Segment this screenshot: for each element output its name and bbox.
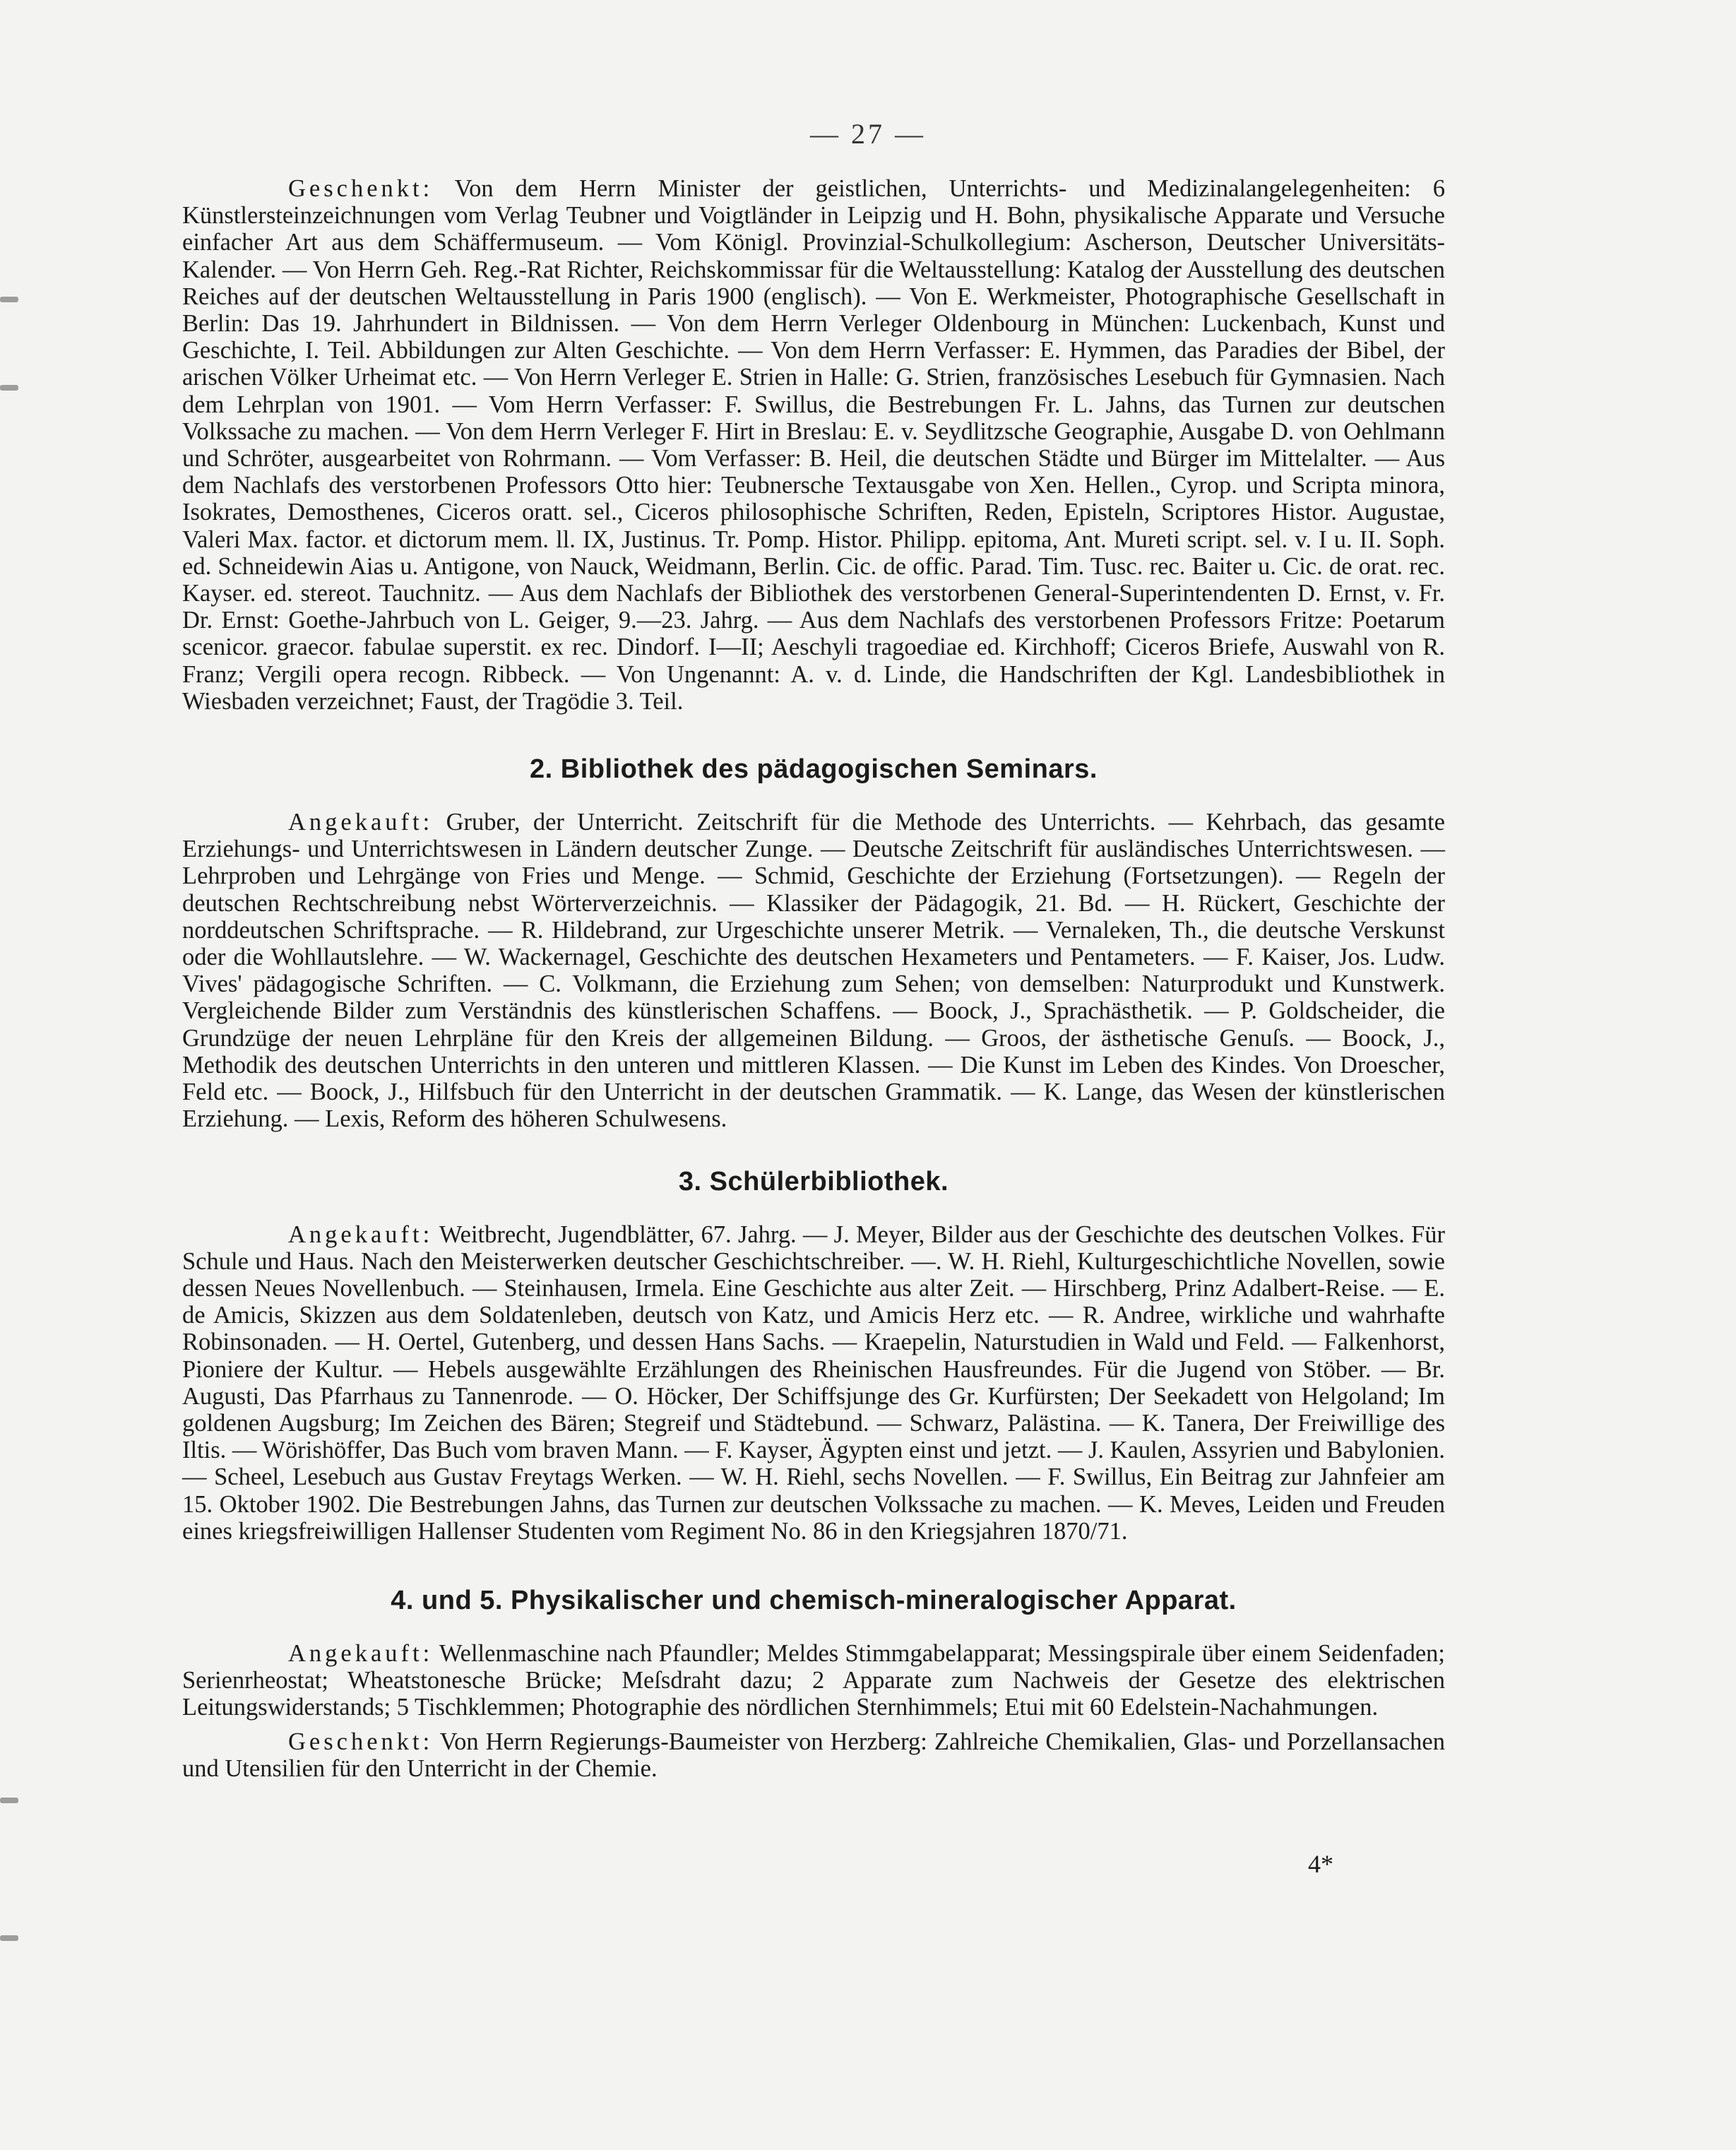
physik-text-donated: Von Herrn Regierungs-Baumeister von Herzberg: Zahlreiche Chemikalien, Glas- und Porzellansachen und Utensilien für den Unterricht in der Chemie. <box>182 1728 1445 1782</box>
page-body <box>182 175 1445 1782</box>
physik-text-purchased: Wellenmaschine nach Pfaundler; Meldes Stimmgabelapparat; Messingspirale über einem Seidenfaden; Serienrheostat; Wheatstonesche Brücke; Meſsdraht dazu; 2 Apparate zum Nachweis der Gesetze des elektrischen Leitungswiderstands; 5 Tischklemmen; Photographie des nördlichen Sternhimmels; Etui mit 60 Edelstein-Nachahmungen. <box>182 1639 1445 1721</box>
binding-mark <box>0 1798 18 1803</box>
intro-label: Geschenkt: <box>288 175 434 202</box>
sheet-signature: 4* <box>1308 1850 1333 1878</box>
schueler-label: Angekauft: <box>288 1220 434 1248</box>
intro-text: Von dem Herrn Minister der geistlichen, Unterrichts- und Medizinalangelegenheiten: 6 Künstlersteinzeichnungen vom Verlag Teubner und Voigtländer in Leipzig und H. Bohn, physikalische Apparate und Versuche einfacher Art aus dem Schäffermuseum. — Vom Königl. Provinzial-Schulkollegium: Ascherson, Deutscher Universitäts-Kalender. — Von Herrn Geh. Reg.-Rat Richter, Reichskommissar für die Weltausstellung: Katalog der Ausstellung des deutschen Reiches auf der deutschen Weltausstellung in Paris 1900 (englisch). — Von E. Werkmeister, Photographische Gesellschaft in Berlin: Das 19. Jahrhundert in Bildnissen. — Von dem Herrn Verleger Oldenbourg in München: Luckenbach, Kunst und Geschichte, I. Teil. Abbildungen zur Alten Geschichte. — Von dem Herrn Verfasser: E. Hymmen, das Paradies der Bibel, der arischen Völker Urheimat etc. — Von Herrn Verleger E. Strien in Halle: G. Strien, französisches Lesebuch für Gymnasien. Nach dem Lehrplan von 1901. — Vom Herrn Verfasser: F. Swillus, die Bestrebungen Fr. L. Jahns, das Turnen zur deutschen Volkssache zu machen. — Von dem Herrn Verleger F. Hirt in Breslau: E. v. Seydlitzsche Geographie, Ausgabe D. von Oehlmann und Schröter, ausgearbeitet von Rohrmann. — Vom Verfasser: B. Heil, die deutschen Städte und Bürger im Mittelalter. — Aus dem Nachlafs des verstorbenen Professors Otto hier: Teubnersche Textausgabe von Xen. Hellen., Cyrop. und Scripta minora, Isokrates, Demosthenes, Ciceros oratt. sel., Ciceros philosophische Schriften, Reden, Episteln, Scriptores Histor. Augustae, Valeri Max. factor. et dictorum mem. ll. IX, Justinus. Tr. Pomp. Histor. Philipp. epitoma, Ant. Mureti script. sel. v. I u. II. Soph. ed. Schneidewin Aias u. Antigone, von Nauck, Weidmann, Berlin. Cic. de offic. Parad. Tim. Tusc. rec. Baiter u. Cic. de orat. rec. Kayser. ed. stereot. Tauchnitz. — Aus dem Nachlafs der Bibliothek des verstorbenen General-Superintendenten D. Ernst, v. Fr. Dr. Ernst: Goethe-Jahrbuch von L. Geiger, 9.—23. Jahrg. — Aus dem Nachlafs des verstorbenen Professors Fritze: Poetarum scenicor. graecor. fabulae superstit. ex rec. Dindorf. I—II; Aeschyli tragoediae ed. Kirchhoff; Ciceros Briefe, Auswahl von R. Franz; Vergili opera recogn. Ribbeck. — Von Ungenannt: A. v. d. Linde, die Handschriften der Kgl. Landesbibliothek in Wiesbaden verzeichnet; Faust, der Tragödie 3. Teil. <box>182 175 1445 715</box>
paragraph-gap <box>182 1721 1445 1728</box>
physik-paragraph-donated <box>182 1728 1445 1782</box>
page-number: — 27 — <box>810 118 926 150</box>
schueler-heading: 3. Schülerbibliothek. <box>678 1166 949 1196</box>
physik-label-donated: Geschenkt: <box>288 1728 434 1755</box>
intro-paragraph <box>182 175 1445 715</box>
binding-mark <box>0 385 18 391</box>
seminar-paragraph <box>182 809 1445 1132</box>
binding-mark <box>0 297 18 302</box>
physik-paragraph-purchased <box>182 1640 1445 1721</box>
seminar-label: Angekauft: <box>288 809 434 836</box>
seminar-text: Gruber, der Unterricht. Zeitschrift für die Methode des Unterrichts. — Kehrbach, das gesamte Erziehungs- und Unterrichtswesen in Ländern deutscher Zunge. — Deutsche Zeitschrift für ausländisches Unterrichtswesen. — Lehrproben und Lehrgänge von Fries und Menge. — Schmid, Geschichte der Erziehung (Fortsetzungen). — Regeln der deutschen Rechtschreibung nebst Wörterverzeichnis. — Klassiker der Pädagogik, 21. Bd. — H. Rückert, Geschichte der norddeutschen Schriftsprache. — R. Hildebrand, zur Urgeschichte unserer Metrik. — Vernaleken, Th., die deutsche Verskunst oder die Wohllautslehre. — W. Wackernagel, Geschichte des deutschen Hexameters und Pentameters. — F. Kaiser, Jos. Ludw. Vives' pädagogische Schriften. — C. Volkmann, die Erziehung zum Sehen; von demselben: Naturprodukt und Kunstwerk. Vergleichende Bilder zum Verständnis des künstlerischen Schaffens. — Boock, J., Sprachästhetik. — P. Goldscheider, die Grundzüge der neuen Lehrpläne für den Kreis der allgemeinen Bildung. — Groos, der ästhetische Genuſs. — Boock, J., Methodik des deutschen Unterrichts in den unteren und mittleren Klassen. — Die Kunst im Leben des Kindes. Von Droescher, Feld etc. — Boock, J., Hilfsbuch für den Unterricht in der deutschen Grammatik. — K. Lange, das Wesen der künstlerischen Erziehung. — Lexis, Reform des höheren Schulwesens. <box>182 809 1445 1133</box>
physik-label-purchased: Angekauft: <box>288 1639 434 1667</box>
schueler-text: Weitbrecht, Jugendblätter, 67. Jahrg. — J. Meyer, Bilder aus der Geschichte des deutschen Volkes. Für Schule und Haus. Nach den Meisterwerken deutscher Geschichtschreiber. —. W. H. Riehl, Kulturgeschichtliche Novellen, sowie dessen Neues Novellenbuch. — Steinhausen, Irmela. Eine Geschichte aus alter Zeit. — Hirschberg, Prinz Adalbert-Reise. — E. de Amicis, Skizzen aus dem Soldatenleben, deutsch von Katz, und Amicis Herz etc. — R. Andree, wirkliche und wahrhafte Robinsonaden. — H. Oertel, Gutenberg, und dessen Hans Sachs. — Kraepelin, Naturstudien in Wald und Feld. — Falkenhorst, Pioniere der Kultur. — Hebels ausgewählte Erzählungen des Rheinischen Hausfreundes. Für die Jugend von Stöber. — Br. Augusti, Das Pfarrhaus zu Tannenrode. — O. Höcker, Der Schiffsjunge des Gr. Kurfürsten; Der Seekadett von Helgoland; Im goldenen Augsburg; Im Zeichen des Bären; Stegreif und Städtebund. — Schwarz, Palästina. — K. Tanera, Der Freiwillige des Iltis. — Wörishöffer, Das Buch vom braven Mann. — F. Kayser, Ägypten einst und jetzt. — J. Kaulen, Assyrien und Babylonien. — Scheel, Lesebuch aus Gustav Freytags Werken. — W. H. Riehl, sechs Novellen. — F. Swillus, Ein Beitrag zur Jahnfeier am 15. Oktober 1902. Die Bestrebungen Jahns, das Turnen zur deutschen Volkssache zu machen. — K. Meves, Leiden und Freuden eines kriegsfreiwilligen Hallenser Studenten vom Regiment No. 86 in den Kriegsjahren 1870/71. <box>182 1220 1445 1545</box>
binding-mark <box>0 1935 18 1941</box>
schueler-paragraph <box>182 1221 1445 1545</box>
physik-heading: 4. und 5. Physikalischer und chemisch-mineralogischer Apparat. <box>391 1585 1237 1615</box>
seminar-heading: 2. Bibliothek des pädagogischen Seminars. <box>530 754 1098 785</box>
